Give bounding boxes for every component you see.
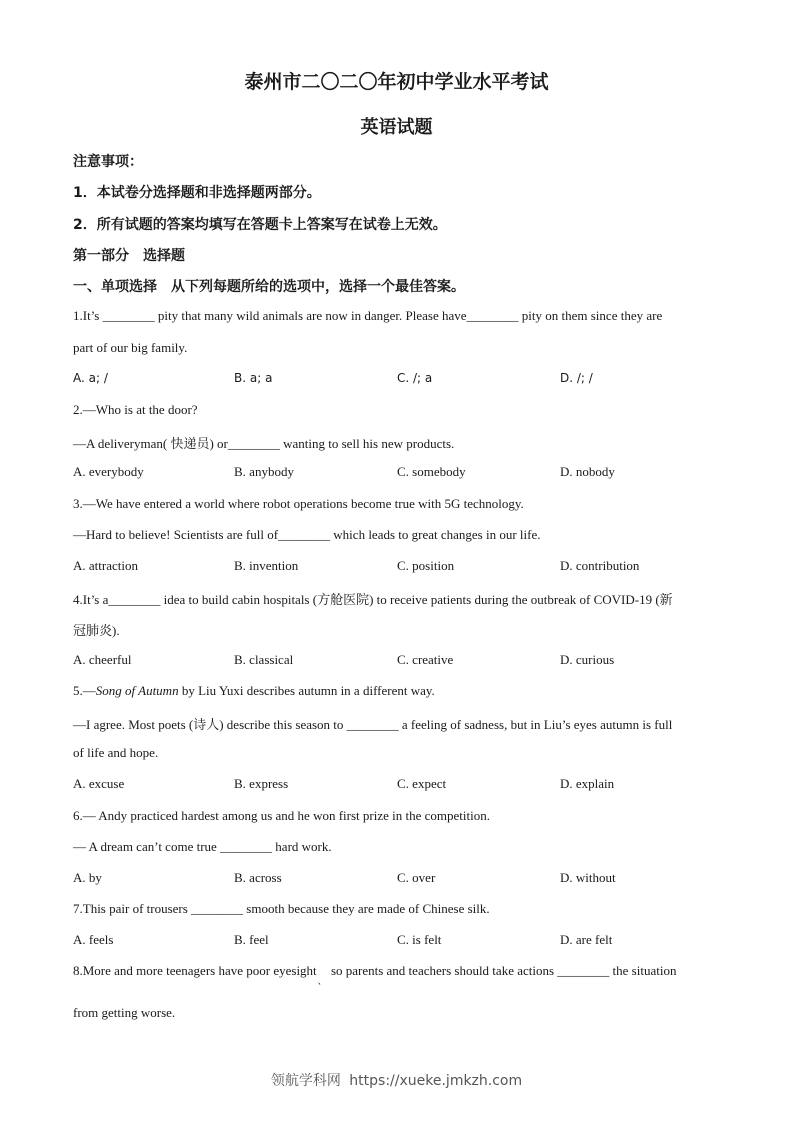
question-6-line-1: 6.— Andy practiced hardest among us and he won first prize in the competition. xyxy=(73,808,490,823)
option-b[interactable]: B. a; a xyxy=(234,371,273,385)
question-8-line-1 xyxy=(73,963,677,986)
section-heading: 一、单项选择 从下列每题所给的选项中，选择一个最佳答案。 xyxy=(73,279,465,295)
option-d[interactable]: D. are felt xyxy=(560,932,613,947)
option-b[interactable]: B. across xyxy=(234,870,282,885)
option-d[interactable]: D. explain xyxy=(560,776,615,791)
part-heading: 第一部分 选择题 xyxy=(73,248,185,264)
question-5-line-1 xyxy=(73,683,435,699)
question-5-line-3: of life and hope. xyxy=(73,745,159,760)
question-8-text-a: 8.More and more teenagers have poor eyesight xyxy=(73,963,317,978)
question-6-options xyxy=(73,870,733,888)
question-8-comma: 、 xyxy=(317,976,327,986)
question-3-line-2: —Hard to believe! Scientists are full of________ which leads to great changes in our life. xyxy=(73,527,541,542)
option-a[interactable]: A. feels xyxy=(73,932,114,947)
option-a[interactable]: A. by xyxy=(73,870,102,885)
option-c[interactable]: C. is felt xyxy=(397,932,442,947)
question-1-options xyxy=(73,371,733,389)
option-d[interactable]: D. curious xyxy=(560,652,615,667)
footer-url[interactable]: https://xueke.jmkzh.com xyxy=(349,1073,523,1089)
notice-item-1: 1．本试卷分选择题和非选择题两部分。 xyxy=(73,185,321,201)
question-3-line-1: 3.—We have entered a world where robot operations become true with 5G technology. xyxy=(73,496,524,511)
question-4-line-1: 4.It’s a________ idea to build cabin hospitals (方舱医院) to receive patients during the outbreak of COVID-19 (新 xyxy=(73,592,673,607)
question-2-line-2: —A deliveryman( 快递员) or________ wanting to sell his new products. xyxy=(73,436,455,451)
question-1-line-1: 1.It’s ________ pity that many wild animals are now in danger. Please have________ pity on them since they are xyxy=(73,308,663,323)
option-d[interactable]: D. /; / xyxy=(560,371,593,385)
option-a[interactable]: A. a; / xyxy=(73,371,108,385)
option-d[interactable]: D. nobody xyxy=(560,464,615,479)
question-2-options xyxy=(73,464,733,482)
notice-heading: 注意事项： xyxy=(73,154,143,170)
option-a[interactable]: A. everybody xyxy=(73,464,144,479)
question-4-options xyxy=(73,652,733,670)
question-1-line-2: part of our big family. xyxy=(73,340,188,355)
page-footer xyxy=(0,1070,793,1090)
question-7-options xyxy=(73,932,733,950)
notice-item-2: 2．所有试题的答案均填写在答题卡上答案写在试卷上无效。 xyxy=(73,217,447,233)
option-d[interactable]: D. without xyxy=(560,870,616,885)
option-a[interactable]: A. excuse xyxy=(73,776,125,791)
option-b[interactable]: B. classical xyxy=(234,652,294,667)
option-c[interactable]: C. over xyxy=(397,870,436,885)
question-2-line-1: 2.—Who is at the door? xyxy=(73,402,198,417)
option-c[interactable]: C. expect xyxy=(397,776,447,791)
question-6-line-2: — A dream can’t come true ________ hard work. xyxy=(73,839,332,854)
option-b[interactable]: B. anybody xyxy=(234,464,294,479)
option-c[interactable]: C. creative xyxy=(397,652,454,667)
question-5-prefix: 5.— xyxy=(73,683,96,698)
question-5-rest: by Liu Yuxi describes autumn in a different way. xyxy=(178,683,435,698)
exam-subtitle: 英语试题 xyxy=(360,117,433,138)
question-4-line-2: 冠肺炎). xyxy=(73,623,120,638)
poem-title: Song of Autumn xyxy=(95,683,179,698)
option-c[interactable]: C. /; a xyxy=(397,371,433,385)
exam-title: 泰州市二〇二〇年初中学业水平考试 xyxy=(244,71,549,93)
option-a[interactable]: A. attraction xyxy=(73,558,138,573)
question-3-options xyxy=(73,558,733,576)
option-b[interactable]: B. invention xyxy=(234,558,299,573)
option-c[interactable]: C. somebody xyxy=(397,464,466,479)
question-5-line-2: —I agree. Most poets (诗人) describe this season to ________ a feeling of sadness, but in Liu’s eyes autumn is full xyxy=(73,717,673,732)
option-b[interactable]: B. express xyxy=(234,776,289,791)
footer-site-name: 领航学科网 xyxy=(270,1073,341,1089)
question-8-text-b: so parents and teachers should take actions ________ the situation xyxy=(327,963,677,978)
option-d[interactable]: D. contribution xyxy=(560,558,640,573)
option-a[interactable]: A. cheerful xyxy=(73,652,132,667)
option-b[interactable]: B. feel xyxy=(234,932,269,947)
option-c[interactable]: C. position xyxy=(397,558,455,573)
question-5-options xyxy=(73,776,733,794)
question-8-line-2: from getting worse. xyxy=(73,1005,176,1020)
question-7-line-1: 7.This pair of trousers ________ smooth because they are made of Chinese silk. xyxy=(73,901,490,916)
